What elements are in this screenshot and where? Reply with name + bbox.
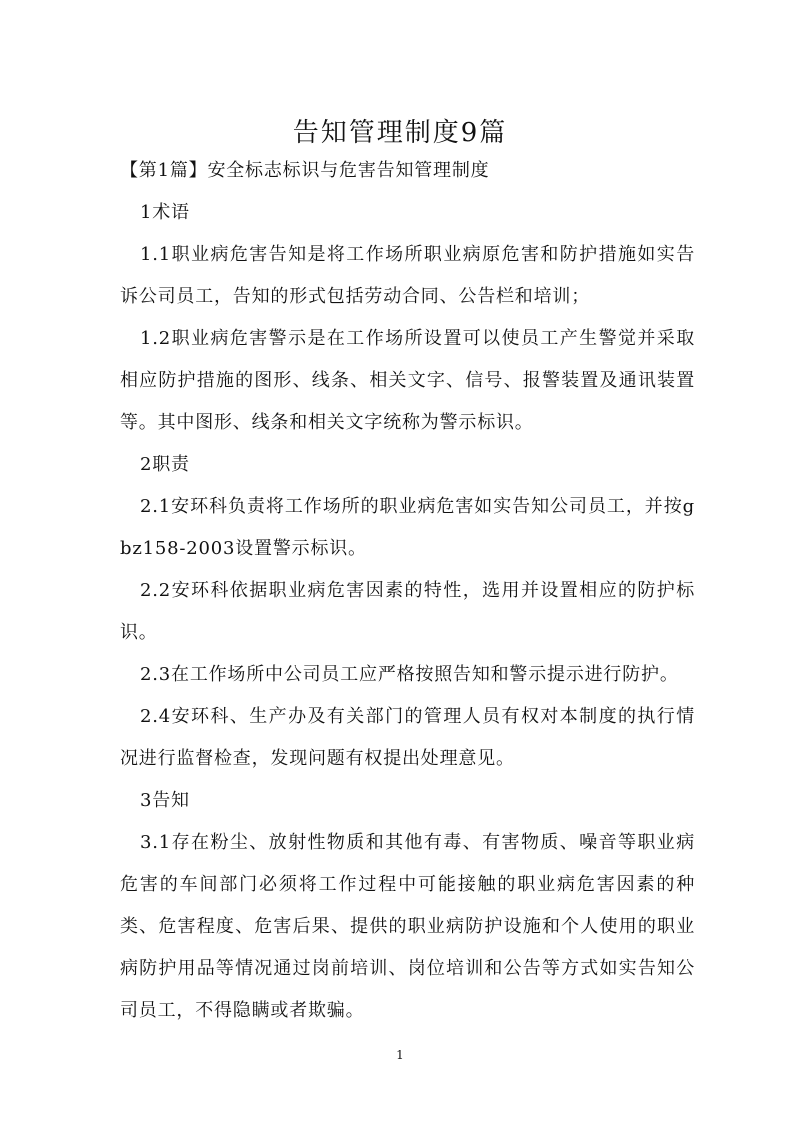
paragraph-2-3: 2.3在工作场所中公司员工应严格按照告知和警示提示进行防护。 — [140, 664, 679, 685]
paragraph-notice-heading: 3告知 — [140, 790, 190, 811]
paragraph-1-2: 1.2职业病危害警示是在工作场所设置可以使员工产生警觉并采取相应防护措施的图形、线条、相关文字、信号、报警装置及通讯装置等。其中图形、线条和相关文字统称为警示标识。 — [120, 328, 695, 433]
paragraph-2-2: 2.2安环科依据职业病危害因素的特性，选用并设置相应的防护标识。 — [120, 580, 695, 643]
document-title: 告知管理制度9篇 — [292, 118, 508, 149]
document-body — [120, 150, 695, 1032]
paragraph-2-4: 2.4安环科、生产办及有关部门的管理人员有权对本制度的执行情况进行监督检查，发现问题有权提出处理意见。 — [120, 706, 695, 769]
paragraph-responsibilities-heading: 2职责 — [140, 454, 190, 475]
section-heading: 【第1篇】安全标志标识与危害告知管理制度 — [120, 160, 490, 181]
page-number: 1 — [396, 1048, 404, 1062]
paragraph-2-1: 2.1安环科负责将工作场所的职业病危害如实告知公司员工，并按gbz158-2003设置警示标识。 — [120, 496, 695, 559]
paragraph-1-1: 1.1职业病危害告知是将工作场所职业病原危害和防护措施如实告诉公司员工，告知的形式包括劳动合同、公告栏和培训； — [120, 244, 695, 307]
paragraph-terms-heading: 1术语 — [140, 202, 190, 223]
paragraph-3-1: 3.1存在粉尘、放射性物质和其他有毒、有害物质、噪音等职业病危害的车间部门必须将工作过程中可能接触的职业病危害因素的种类、危害程度、危害后果、提供的职业病防护设施和个人使用的职业病防护用品等情况通过岗前培训、岗位培训和公告等方式如实告知公司员工，不得隐瞒或者欺骗。 — [120, 832, 695, 1021]
